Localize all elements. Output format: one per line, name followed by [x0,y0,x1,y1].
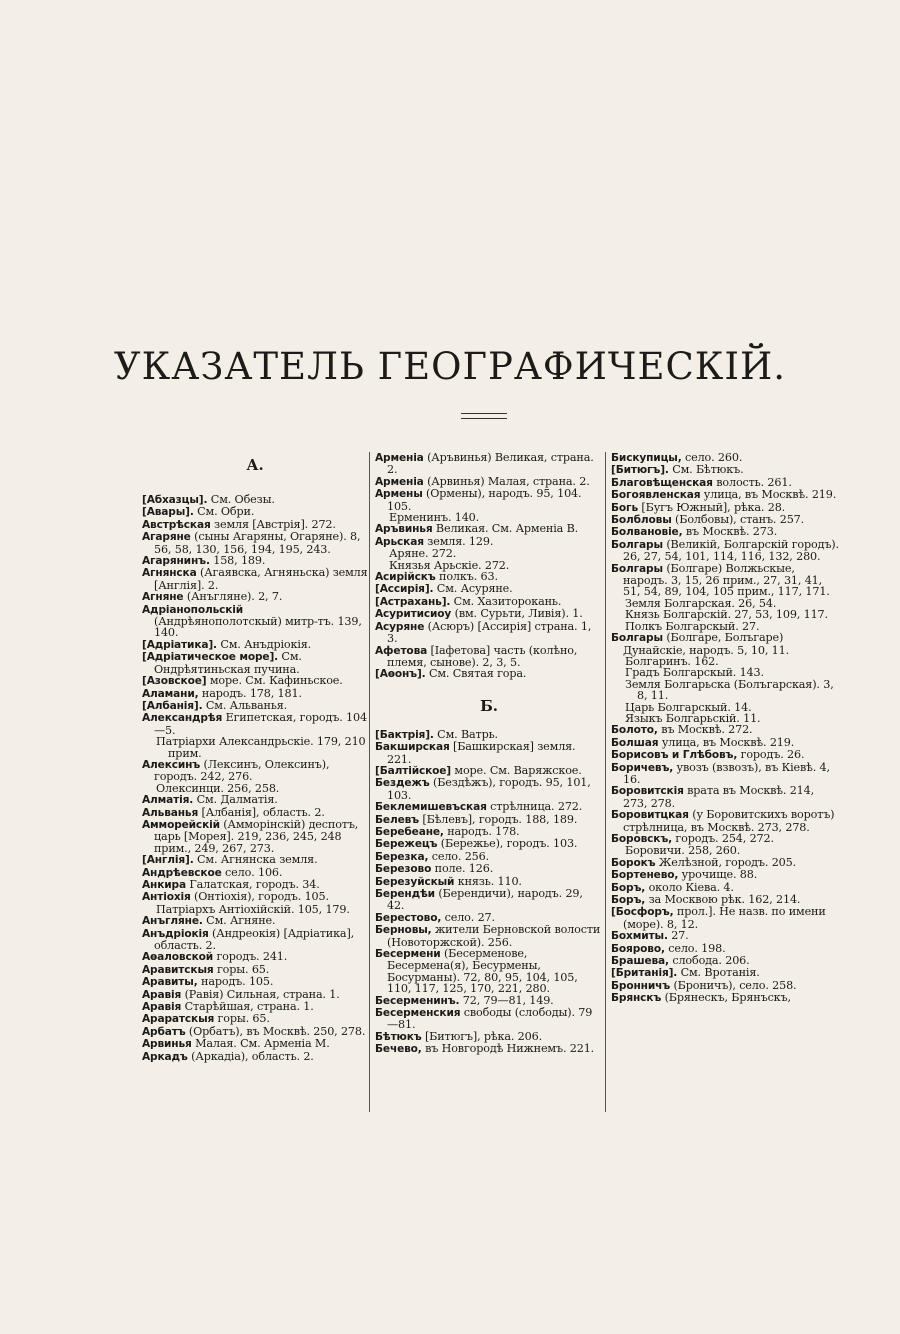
index-entry [375,452,603,476]
entry-text: земля. 129. [423,534,494,548]
entry-headword: Алматія. [142,794,194,807]
entry-headword: Болшая [611,736,659,749]
entry-text: Старѣйшая, страна. 1. [181,1000,314,1014]
entry-headword: Аръвинья [375,523,433,536]
entry-headword: Беклемишевъская [375,801,487,814]
entry-text: городъ. 26. [737,748,805,762]
entry-headword: Агаряне [142,531,191,544]
entry-text: (у Боровитскихъ воротъ) стрѣлница, въ Москвѣ. 273, 278. [623,808,835,834]
entry-text: жители Берновской волости (Новоторжской). 256. [387,923,601,949]
title-rule-top [461,413,507,414]
entry-text: Князь Болгарскій. 27, 53, 109, 117. [625,608,828,622]
entry-headword: [Албанія]. [142,699,203,712]
entry-text: (Арвинья) Малая, страна. 2. [423,474,590,488]
entry-headword: Берендѣи [375,888,435,900]
entry-text: 158, 189. [209,554,266,568]
index-entry [142,494,368,506]
entry-text: море. См. Варяжское. [451,763,582,777]
index-column-1 [142,452,368,1063]
entry-headword: [Ассирія]. [375,583,434,596]
entry-text: (Бережье), городъ. 103. [437,837,578,851]
entry-text: волость. 261. [712,475,792,489]
entry-text: (Болгаре) Волжьскые, народъ. 3, 15, 26 прим., 27, 31, 41, 51, 54, 89, 104, 105 прим., 117, 171. [623,561,830,599]
index-entry [375,888,603,912]
entry-headword: Арьская [375,535,424,548]
section-letter: А. [246,456,264,474]
entry-headword: Бѣтюкъ [375,1030,422,1043]
entry-text: городъ. 241. [213,950,288,964]
entry-headword: Болото, [611,724,658,737]
entry-text: за Москвою рѣк. 162, 214. [645,893,801,907]
entry-headword: Алексинъ [142,758,201,771]
entry-headword: Аравія [142,988,182,1001]
entry-headword: [Балтійское] [375,764,451,777]
entry-text: Олексинци. 256, 258. [156,781,280,795]
entry-headword: Белевъ [375,813,419,826]
entry-text: (Андреокія) [Адріатика], область. 2. [154,926,355,953]
entry-headword: Брянскъ [611,992,662,1005]
entry-headword: [Авары]. [142,506,194,519]
entry-text: См. Далматія. [193,793,278,807]
entry-text: См. Агнянска земля. [193,853,318,867]
index-entry [142,591,368,603]
index-entry [375,488,603,512]
entry-text: около Кіева. 4. [645,880,734,894]
entry-headword: Афетова [375,644,428,657]
entry-headword: Брашева, [611,955,669,968]
index-entry [611,563,839,598]
entry-headword: Болвановіе, [611,526,683,539]
index-entry [375,1043,603,1055]
entry-headword: [Адріатическое море]. [142,651,279,664]
entry-text: См. Хазиторокань. [450,594,562,608]
entry-headword: Андрѣевское [142,866,222,879]
index-column-2 [375,452,603,1056]
index-entry [142,759,368,783]
entry-text: урочище. 88. [678,868,758,882]
entry-text: народъ. 178, 181. [198,686,302,700]
index-entry [611,906,839,930]
entry-text: князь. 110. [454,874,522,888]
entry-text: Земля Болгарская. 26, 54. [625,596,777,610]
entry-headword: [Британія]. [611,967,678,980]
index-entry [142,567,368,591]
column-divider [605,452,606,1112]
entry-text: См. Альванья. [202,698,288,712]
entry-text: въ Москвѣ. 273. [682,525,778,539]
entry-headword: Австрѣская [142,518,211,531]
entry-text: Князья Арьскіе. 272. [389,558,510,572]
entry-text: въ Новгородѣ Нижнемъ. 221. [421,1042,595,1056]
entry-headword: Бесермени [375,948,441,961]
entry-text: Патріархъ Антіохійскій. 105, 179. [156,902,350,916]
entry-headword: Болгары [611,562,663,575]
index-entry [611,539,839,563]
entry-text: [Іафетова] часть (колѣно, племя, сынове). 2, 3, 5. [387,643,578,669]
index-entry [375,948,603,995]
entry-text: народъ. 178. [443,824,520,838]
entry-text: Языкъ Болгарьскій. 11. [625,711,761,725]
entry-text: (Бездѣжъ), городъ. 95, 101, 103. [387,776,591,802]
entry-headword: Бохмиты. [611,930,668,943]
entry-text: (Амморінскій) деспотъ, царь [Морея]. 219, 236, 245, 248 прим., 249, 267, 273. [154,817,359,855]
entry-text: См. Анъдріокія. [216,637,312,651]
entry-headword: Араратскыя [142,1013,215,1026]
index-entry [611,992,839,1004]
index-entry [142,736,368,759]
entry-headword: [Англія]. [142,854,194,867]
entry-headword: Арбатъ [142,1025,186,1038]
entry-headword: [Абхазцы]. [142,494,208,506]
entry-headword: Болгары [611,632,663,645]
column-divider [369,452,370,1112]
entry-headword: Арменіа [375,452,424,464]
entry-text: [Битюгъ], рѣка. 206. [421,1029,542,1043]
entry-text: (Брянескъ, Брянъскъ, [661,991,791,1005]
entry-text: См. Вротанія. [677,966,760,980]
entry-headword: Асуряне [375,620,425,633]
entry-headword: Боровскъ, [611,833,673,845]
index-entry [611,737,839,749]
entry-headword: Борокъ [611,856,656,869]
index-entry [611,632,839,656]
index-entry [142,1051,368,1063]
entry-text: увозъ (взвозъ), въ Кіевѣ. 4, 16. [623,760,830,786]
index-entry [375,621,603,645]
entry-headword: Богь [611,501,638,514]
entry-text: городъ. 254, 272. [672,832,774,845]
entry-headword: Боричевъ, [611,761,674,774]
entry-headword: Агнянска [142,567,197,580]
entry-headword: Боровитцкая [611,809,689,822]
entry-headword: Боръ, [611,881,646,894]
index-entry [375,668,603,680]
entry-headword: Амморейскій [142,818,220,831]
entry-headword: Березка, [375,850,429,863]
entry-text: въ Москвѣ. 272. [657,723,753,737]
entry-text: Галатская, городъ. 34. [185,878,320,891]
entry-headword: Аламани, [142,687,199,700]
entry-headword: [Бактрія]. [375,728,434,741]
index-entry [611,785,839,809]
entry-headword: Асирійскъ [375,571,436,584]
entry-text: См. Ватрь. [433,727,498,741]
index-entry [142,819,368,854]
entry-text: Малая. См. Арменіа М. [191,1037,330,1051]
entry-headword: Берновы, [375,924,432,937]
entry-headword: Адріанопольскій [142,603,244,616]
entry-text: село. 106. [221,865,283,879]
entry-text: Желѣзной, городъ. 205. [655,855,797,869]
entry-text: 27. [667,929,689,943]
entry-text: стрѣлница. 272. [486,800,583,814]
entry-text: (сыны Агаряны, Огаряне). 8, 56, 58, 130, 156, 194, 195, 243. [154,530,361,556]
entry-headword: [Азовское] [142,675,207,688]
entry-headword: Борисовъ и Глѣбовъ, [611,749,738,762]
index-entry [375,1007,603,1031]
entry-text: горы. 65. [214,1012,270,1026]
entry-headword: Боярово, [611,942,665,955]
index-entry [375,741,603,765]
entry-text: прол.]. Не назв. по имени (море). 8, 12. [623,905,826,931]
entry-headword: Беребеане, [375,825,444,838]
entry-text: (Берендичи), народъ. 29, 42. [387,887,583,913]
entry-text: См. Асуряне. [433,582,513,596]
entry-headword: Бортенево, [611,869,679,882]
index-column-3 [611,452,839,1005]
entry-text: (Андрѣянополотскый) митр-тъ. 139, 140. [154,615,362,640]
entry-text: горы. 65. [213,962,270,976]
entry-headword: [Адріатика]. [142,638,217,651]
entry-headword: Александрѣя [142,712,223,725]
entry-headword: Бискупицы, [611,452,682,464]
entry-headword: Бронничъ [611,979,671,992]
entry-headword: Агарянинъ. [142,555,210,568]
entry-text: Царь Болгарскый. 14. [625,700,752,714]
index-entry [375,924,603,948]
entry-headword: [Босфоръ, [611,906,674,919]
entry-headword: Аравитскыя [142,963,214,976]
entry-headword: Бесерменския [375,1007,461,1020]
entry-text: (Орбатъ), въ Москвѣ. 250, 278. [185,1024,366,1038]
index-entry [142,531,368,555]
entry-headword: Благовѣщенская [611,476,713,489]
entry-text: (Равія) Сильная, страна. 1. [181,987,340,1001]
entry-text: (Лексинъ, Олексинъ), городъ. 242, 276. [154,757,330,784]
entry-headword: Бечево, [375,1043,422,1056]
entry-headword: Богоявленская [611,489,701,502]
entry-text: См. Агняне. [202,914,276,928]
entry-text: (Аръвинья) Великая, страна. 2. [387,451,594,477]
entry-text: (Броничъ), село. 258. [670,978,797,992]
entry-text: (Великій, Болгарскій городъ). 26, 27, 54, 101, 114, 116, 132, 280. [623,537,839,564]
entry-headword: [Аѳонъ]. [375,668,426,681]
entry-text: (Бесерменове, Бесермена(я), Бесурмены, Босурманы). 72, 80, 95, 104, 105, 110, 117, 125, 170, 221, 280. [387,947,578,996]
entry-text: село. 256. [428,849,490,863]
entry-text: (Болгаре, Болъгаре) Дунайскіе, народъ. 5, 10, 11. [623,631,789,657]
entry-headword: Анъдріокія [142,927,209,940]
index-entry [611,762,839,786]
entry-text: врата въ Москвѣ. 214, 273, 278. [623,784,815,810]
entry-headword: Бесерменинъ. [375,994,460,1007]
entry-headword: Берестово, [375,911,442,924]
index-entry [142,604,368,639]
entry-text: (Онтіохія), городъ. 105. [190,890,329,904]
entry-headword: Березово [375,863,432,876]
entry-headword: Антіохія [142,891,191,904]
entry-text: слобода. 206. [668,954,750,968]
entry-headword: Асуритисиоу [375,608,452,621]
entry-headword: Аркадъ [142,1050,188,1063]
entry-text: Полкъ Болгарскый. 27. [625,619,760,633]
index-entry [142,651,368,675]
index-entry [375,777,603,801]
entry-text: [Бѣлевъ], городъ. 188, 189. [418,812,578,826]
entry-headword: Армены [375,488,423,501]
entry-headword: Боровитскія [611,785,684,798]
index-entry [375,645,603,669]
entry-headword: [Битюгъ]. [611,464,669,477]
index-entry [142,639,368,651]
entry-headword: Арвинья [142,1038,192,1051]
entry-text: Патріархи Александрьскіе. 179, 210 прим. [156,735,366,760]
entry-text: [Бугъ Южный], рѣка. 28. [638,500,786,514]
entry-headword: Альванья [142,806,199,819]
entry-text: Земля Болгарьска (Болъгарская). 3, 8, 11. [625,677,834,703]
entry-text: (Анъгляне). 2, 7. [183,590,283,604]
entry-text: Ерменинъ. 140. [389,511,480,525]
entry-text: Болгаринъ. 162. [625,654,719,668]
entry-text: народъ. 105. [197,975,274,989]
entry-headword: Бездежъ [375,777,430,790]
entry-text: Аряне. 272. [389,547,457,561]
entry-text: свободы (слободы). 79—81. [387,1006,593,1032]
entry-text: Градъ Болгарскый. 143. [625,666,764,680]
entry-headword: Болбловы [611,514,672,527]
index-entry [611,679,839,702]
index-entry [611,809,839,833]
entry-text: (Болбовы), станъ. 257. [671,513,805,527]
entry-text: улица, въ Москвѣ. 219. [700,488,837,502]
entry-headword: Аравиты, [142,976,198,989]
entry-text: море. См. Кафиньское. [206,674,343,688]
index-entry [142,712,368,736]
entry-text: [Албанія], область. 2. [198,805,325,819]
index-entry [142,928,368,952]
entry-text: См. Ондрѣятиньская пучина. [154,650,302,676]
entry-headword: Анъгляне. [142,915,203,928]
entry-text: улица, въ Москвѣ. 219. [658,735,795,749]
entry-text: (вм. Сурьти, Ливія). 1. [451,607,583,621]
entry-headword: Бережецъ [375,838,438,851]
entry-text: поле. 126. [431,862,494,876]
page-title: УКАЗАТЕЛЬ ГЕОГРАФИЧЕСКІЙ. [113,345,787,388]
entry-text: Великая. См. Арменіа В. [432,522,579,536]
entry-text: полкъ. 63. [435,570,498,584]
entry-text: Боровичи. 258, 260. [625,844,741,858]
entry-text: См. Святая гора. [425,667,527,681]
entry-headword: Болгары [611,538,663,551]
entry-text: село. 27. [441,910,495,924]
entry-text: [Башкирская] земля. 221. [387,740,576,766]
entry-headword: [Астрахань]. [375,595,451,608]
entry-text: См. Обезы. [207,493,275,506]
entry-headword: Аравія [142,1001,182,1014]
entry-text: село. 198. [664,941,726,955]
entry-text: село. 260. [681,451,743,464]
entry-text: земля [Австрія]. 272. [210,517,336,531]
entry-headword: Бакширская [375,741,450,754]
entry-text: 72, 79—81, 149. [459,993,554,1007]
title-rule-bottom [461,418,507,419]
entry-text: См. Обри. [193,505,255,519]
entry-text: (Агаявска, Агняньска) земля [Англія]. 2. [154,566,368,592]
entry-headword: Арменіа [375,475,424,488]
entry-headword: Аѳаловской [142,951,214,964]
entry-headword: Березуйскый [375,875,455,888]
entry-text: См. Бѣтюкъ. [668,463,744,477]
section-letter: Б. [480,696,498,715]
entry-headword: Агняне [142,591,184,604]
entry-headword: Анкира [142,879,186,891]
entry-text: Египетская, городъ. 104—5. [154,711,367,737]
entry-text: (Аркадіа), область. 2. [187,1049,314,1063]
entry-text: (Асюръ) [Ассирія] страна. 1, 3. [387,619,592,646]
entry-headword: Боръ, [611,894,646,907]
entry-text: (Ормены), народъ. 95, 104. 105. [387,487,582,513]
